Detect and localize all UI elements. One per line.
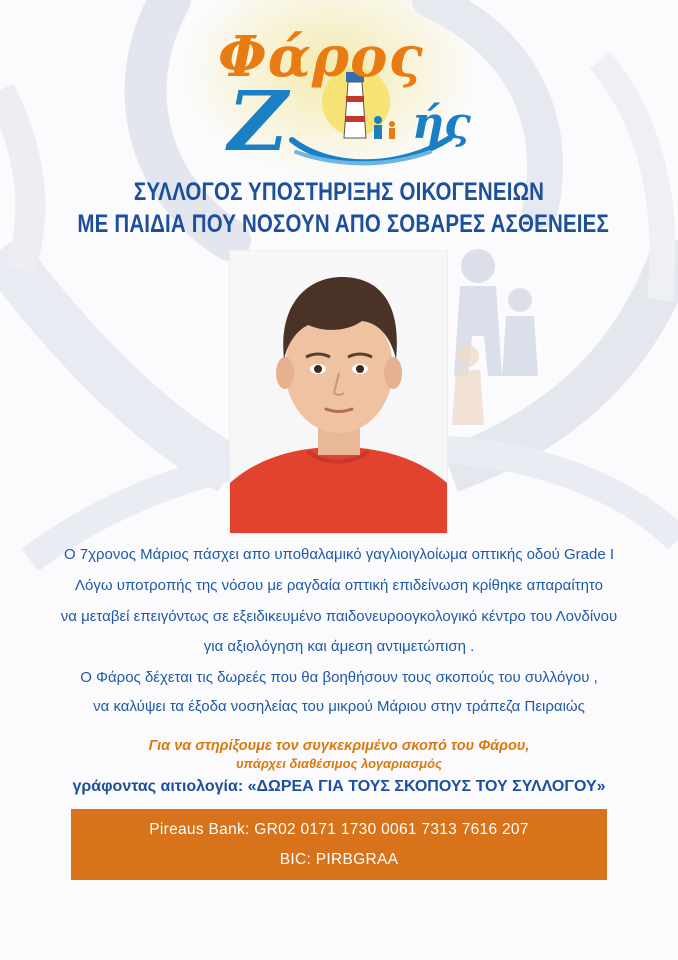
- body-line-3: να μεταβεί επειγόντως σε εξειδικευμένο παιδονευροογκολογικό κέντρο του Λονδίνου: [60, 608, 618, 625]
- child-portrait-image: [230, 251, 447, 533]
- bank-details-box: [71, 809, 607, 880]
- body-line-1: Ο 7χρονος Μάριος πάσχει απο υποθαλαμικό γαγλιοιγλοίωμα οπτικής οδού Grade I: [63, 546, 615, 563]
- bank-iban: Pireaus Bank: GR02 0171 1730 0061 7313 7616 207: [149, 821, 529, 838]
- heading-line-2: ΜΕ ΠΑΙΔΙΑ ΠΟΥ ΝΟΣΟΥΝ ΑΠΟ ΣΟΒΑΡΕΣ ΑΣΘΕΝΕΙΕΣ: [77, 210, 609, 238]
- appeal-line-1: Για να στηρίξουμε τον συγκεκριμένο σκοπό του Φάρου,: [148, 738, 530, 754]
- logo-letter-z: Ζ: [228, 74, 288, 170]
- body-line-6: να καλύψει τα έξοδα νοσηλείας του μικρού Μάριου στην τράπεζα Πειραιώς: [93, 698, 585, 715]
- appeal-line-2: υπάρχει διαθέσιμος λογαριασμός: [235, 756, 442, 771]
- body-line-5: Ο Φάρος δέχεται τις δωρεές που θα βοηθήσουν τους σκοπούς του συλλόγου ,: [80, 669, 598, 686]
- heading-line-1: ΣΥΛΛΟΓΟΣ ΥΠΟΣΤΗΡΙΞΗΣ ΟΙΚΟΓΕΝΕΙΩΝ: [133, 178, 545, 206]
- donation-purpose-text: γράφοντας αιτιολογία: «ΔΩΡΕΑ ΓΙΑ ΤΟΥΣ ΣΚΟΠΟΥΣ ΤΟΥ ΣΥΛΛΟΓΟΥ»: [72, 778, 606, 795]
- logo-word-faros: Φάρος: [218, 24, 424, 90]
- logo-word-is: ής: [412, 98, 471, 149]
- bank-bic: BIC: PIRBGRAA: [279, 851, 399, 868]
- body-line-4: για αξιολόγηση και άμεση αντιμετώπιση .: [203, 638, 475, 655]
- faros-zois-logo: [200, 20, 480, 170]
- child-photo: [229, 250, 448, 534]
- body-line-2: Λόγω υποτροπής της νόσου με ραγδαία οπτική επιδείνωση κρίθηκε απαραίτητο: [75, 577, 603, 594]
